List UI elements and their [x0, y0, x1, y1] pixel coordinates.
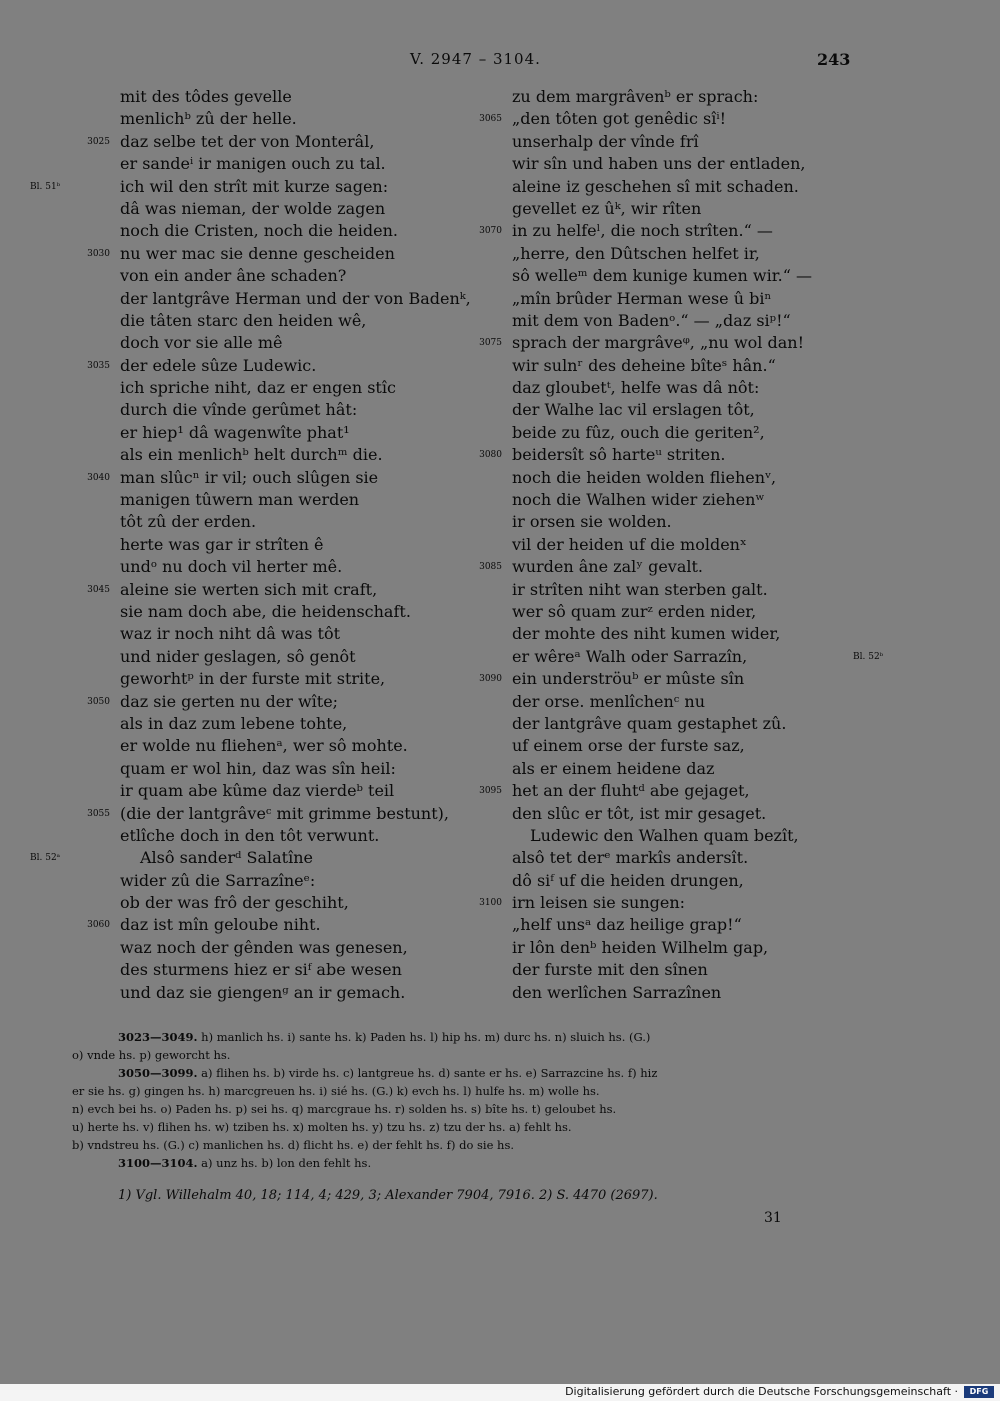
- verse-text: nu wer mac sie denne gescheiden: [120, 243, 395, 263]
- apparatus-line: [72, 1064, 852, 1082]
- verse-text: dâ was nieman, der wolde zagen: [120, 198, 386, 218]
- verse-number: 3070: [479, 226, 502, 237]
- verse-line: [0, 646, 470, 668]
- apparatus-text: er sie hs. g) gingen hs. h) marcgreuen hs. i) sié hs. (G.) k) evch hs. l) hulfe hs. m) wolle hs.: [72, 1084, 600, 1098]
- verse-line: [0, 310, 470, 332]
- verse-line: [470, 825, 1000, 847]
- verse-line: [0, 870, 470, 892]
- verse-number: 3085: [479, 562, 502, 573]
- verse-text: „mîn brûder Herman wese û biⁿ: [512, 288, 772, 308]
- verse-line: [0, 579, 470, 601]
- verse-number: 3060: [87, 920, 110, 931]
- verse-line: [470, 131, 1000, 153]
- critical-apparatus: [72, 1028, 852, 1172]
- signature-mark: 31: [764, 1210, 782, 1226]
- verse-text: Ludewic den Walhen quam bezît,: [530, 825, 799, 845]
- verse-line: [0, 668, 470, 690]
- verse-text: er sandeⁱ ir manigen ouch zu tal.: [120, 154, 386, 174]
- verse-line: [470, 959, 1000, 981]
- verse-line: [0, 355, 470, 377]
- verse-number: 3080: [479, 450, 502, 461]
- verse-line: [0, 377, 470, 399]
- verse-line: [470, 914, 1000, 936]
- verse-line: [470, 803, 1000, 825]
- verse-number: 3055: [87, 808, 110, 819]
- verse-line: [470, 467, 1000, 489]
- verse-text: manigen tûwern man werden: [120, 490, 360, 510]
- verse-text: ich wil den strît mit kurze sagen:: [120, 176, 389, 196]
- verse-line: [470, 198, 1000, 220]
- verse-text: gevellet ez ûᵏ, wir rîten: [512, 198, 702, 218]
- verse-number: 3040: [87, 472, 110, 483]
- verse-line: [0, 556, 470, 578]
- verse-text: er wêreᵃ Walh oder Sarrazîn,: [512, 646, 748, 666]
- verse-text: „den tôten got genêdic sîⁱ!: [512, 109, 726, 129]
- apparatus-text: h) manlich hs. i) sante hs. k) Paden hs. l) hip hs. m) durc hs. n) sluich hs. (G.): [197, 1030, 651, 1044]
- verse-line: [0, 86, 470, 108]
- apparatus-line: [72, 1082, 852, 1100]
- verse-line: [0, 489, 470, 511]
- verse-line: [0, 780, 470, 802]
- verse-text: ir strîten niht wan sterben galt.: [512, 579, 768, 599]
- verse-text: als ein menlichᵇ helt durchᵐ die.: [120, 445, 383, 465]
- verse-line: [470, 713, 1000, 735]
- verse-line: [0, 691, 470, 713]
- apparatus-text: n) evch bei hs. o) Paden hs. p) sei hs. q) marcgraue hs. r) solden hs. s) bîte hs. t) geloubet hs.: [72, 1102, 617, 1116]
- page-number: 243: [817, 50, 851, 69]
- verse-line: [0, 623, 470, 645]
- verse-line: [470, 176, 1000, 198]
- verse-text: durch die vînde gerûmet hât:: [120, 400, 358, 420]
- verse-line: [0, 153, 470, 175]
- verse-text: der lantgrâve quam gestaphet zû.: [512, 713, 787, 733]
- apparatus-text: a) unz hs. b) lon den fehlt hs.: [197, 1156, 372, 1170]
- verse-text: ir quam abe kûme daz vierdeᵇ teil: [120, 781, 395, 801]
- verse-number: 3045: [87, 584, 110, 595]
- verse-text: noch die Cristen, noch die heiden.: [120, 221, 398, 241]
- verse-text: noch die Walhen wider ziehenʷ: [512, 490, 765, 510]
- verse-text: etlîche doch in den tôt verwunt.: [120, 825, 380, 845]
- verse-line: [0, 847, 470, 869]
- verse-line: [0, 713, 470, 735]
- verse-text: tôt zû der erden.: [120, 512, 257, 532]
- verse-line: [0, 601, 470, 623]
- verse-text: ir orsen sie wolden.: [512, 512, 672, 532]
- verse-range: V. 2947 – 3104.: [410, 50, 541, 68]
- verse-line: [0, 131, 470, 153]
- verse-text: in zu helfeˡ, die noch strîten.“ —: [512, 221, 773, 241]
- verse-text: von ein ander âne schaden?: [120, 266, 347, 286]
- verse-line: [470, 646, 1000, 668]
- verse-line: [0, 198, 470, 220]
- verse-text: beidersît sô harteᵘ striten.: [512, 445, 726, 465]
- verse-line: [0, 176, 470, 198]
- verse-line: [470, 668, 1000, 690]
- verse-line: [470, 691, 1000, 713]
- verse-line: [470, 780, 1000, 802]
- verse-number: 3100: [479, 898, 502, 909]
- verse-number: 3030: [87, 248, 110, 259]
- verse-line: [0, 332, 470, 354]
- footnote: 1) Vgl. Willehalm 40, 18; 114, 4; 429, 3; Alexander 7904, 7916. 2) S. 4470 (2697).: [118, 1188, 658, 1203]
- verse-line: [0, 892, 470, 914]
- verse-text: daz ist mîn geloube niht.: [120, 915, 321, 935]
- verse-line: [470, 265, 1000, 287]
- verse-text: waz noch der gênden was genesen,: [120, 937, 408, 957]
- verse-text: ir lôn denᵇ heiden Wilhelm gap,: [512, 937, 769, 957]
- verse-line: [470, 444, 1000, 466]
- verse-line: [470, 310, 1000, 332]
- leaf-marker: Bl. 51ᵇ: [30, 181, 61, 192]
- verse-text: „herre, den Dûtschen helfet ir,: [512, 243, 760, 263]
- verse-text: undᵒ nu doch vil herter mê.: [120, 557, 343, 577]
- apparatus-line: [72, 1118, 852, 1136]
- verse-text: den slûc er tôt, ist mir gesaget.: [512, 803, 767, 823]
- verse-line: [470, 377, 1000, 399]
- verse-text: wir sîn und haben uns der entladen,: [512, 154, 806, 174]
- apparatus-line: [72, 1100, 852, 1118]
- verse-line: [0, 243, 470, 265]
- verse-line: [0, 467, 470, 489]
- apparatus-line: [72, 1154, 852, 1172]
- verse-text: noch die heiden wolden fliehenᵛ,: [512, 467, 777, 487]
- verse-line: [0, 959, 470, 981]
- verse-text: het an der fluhtᵈ abe gejaget,: [512, 781, 750, 801]
- verse-text: menlichᵇ zû der helle.: [120, 109, 297, 129]
- verse-text: man slûcⁿ ir vil; ouch slûgen sie: [120, 467, 379, 487]
- apparatus-text: b) vndstreu hs. (G.) c) manlichen hs. d) flicht hs. e) der fehlt hs. f) do sie hs.: [72, 1138, 515, 1152]
- verse-text: uf einem orse der furste saz,: [512, 736, 745, 756]
- verse-line: [470, 288, 1000, 310]
- verse-text: zu dem margrâvenᵇ er sprach:: [512, 87, 759, 106]
- verse-text: ich spriche niht, daz er engen stîc: [120, 378, 396, 398]
- verse-text: die tâten starc den heiden wê,: [120, 310, 367, 330]
- verse-number: 3050: [87, 696, 110, 707]
- verse-text: daz sie gerten nu der wîte;: [120, 691, 339, 711]
- verse-line: [0, 444, 470, 466]
- verse-line: [0, 937, 470, 959]
- verse-text: ein underströuᵇ er mûste sîn: [512, 669, 745, 689]
- verse-line: [470, 870, 1000, 892]
- verse-text: sô welleᵐ dem kunige kumen wir.“ —: [512, 266, 812, 286]
- verse-text: wider zû die Sarrazîneᵉ:: [120, 870, 316, 890]
- verse-text: der edele sûze Ludewic.: [120, 355, 317, 375]
- verse-line: [470, 937, 1000, 959]
- verse-text: als er einem heidene daz: [512, 758, 715, 778]
- verse-text: und daz sie giengenᵍ an ir gemach.: [120, 982, 406, 1002]
- verse-line: [0, 825, 470, 847]
- verse-text: aleine sie werten sich mit craft,: [120, 579, 378, 599]
- apparatus-text: u) herte hs. v) flihen hs. w) tziben hs. x) molten hs. y) tzu hs. z) tzu der hs. a) fehlt hs.: [72, 1120, 572, 1134]
- verse-text: vil der heiden uf die moldenˣ: [512, 534, 747, 554]
- verse-line: [0, 220, 470, 242]
- verse-line: [470, 489, 1000, 511]
- verse-line: [0, 399, 470, 421]
- leaf-marker: Bl. 52ᵃ: [30, 853, 61, 864]
- verse-text: wir sulnʳ des deheine bîteˢ hân.“: [512, 355, 776, 375]
- verse-number: 3095: [479, 786, 502, 797]
- apparatus-line: [72, 1136, 852, 1154]
- verse-line: [0, 108, 470, 130]
- verse-text: aleine iz geschehen sî mit schaden.: [512, 176, 799, 196]
- verse-text: „helf unsᵃ daz heilige grap!“: [512, 915, 742, 935]
- verse-line: [0, 803, 470, 825]
- verse-text: doch vor sie alle mê: [120, 333, 283, 353]
- verse-text: geworhtᵖ in der furste mit strite,: [120, 669, 386, 689]
- verse-text: waz ir noch niht dâ was tôt: [120, 624, 341, 644]
- verse-line: [0, 534, 470, 556]
- verse-line: [470, 332, 1000, 354]
- apparatus-text: o) vnde hs. p) geworcht hs.: [72, 1048, 231, 1062]
- verse-text: irn leisen sie sungen:: [512, 893, 686, 913]
- verse-text: er hiep¹ dâ wagenwîte phat¹: [120, 422, 350, 442]
- verse-text: ob der was frô der geschiht,: [120, 893, 349, 913]
- verse-text: der Walhe lac vil erslagen tôt,: [512, 400, 755, 420]
- verse-text: unserhalp der vînde frî: [512, 131, 699, 151]
- verse-line: [0, 288, 470, 310]
- footer-bar: [0, 1384, 1000, 1401]
- verse-line: [470, 108, 1000, 130]
- verse-line: [470, 735, 1000, 757]
- verse-text: der furste mit den sînen: [512, 960, 708, 980]
- verse-text: wer sô quam zurᶻ erden nider,: [512, 601, 757, 621]
- apparatus-range: 3050—3099.: [118, 1066, 198, 1080]
- verse-text: und nider geslagen, sô genôt: [120, 646, 356, 666]
- verse-line: [470, 243, 1000, 265]
- verse-text: daz selbe tet der von Monterâl,: [120, 131, 375, 151]
- verse-number: 3025: [87, 136, 110, 147]
- page-header: [0, 50, 1000, 72]
- verse-line: [470, 601, 1000, 623]
- verse-text: (die der lantgrâveᶜ mit grimme bestunt),: [120, 803, 449, 823]
- verse-number: 3035: [87, 360, 110, 371]
- verse-text: herte was gar ir strîten ê: [120, 534, 324, 554]
- verse-line: [470, 758, 1000, 780]
- verse-line: [470, 399, 1000, 421]
- verse-text: dô siᶠ uf die heiden drungen,: [512, 870, 744, 890]
- verse-text: der orse. menlîchenᶜ nu: [512, 691, 706, 711]
- verse-text: er wolde nu fliehenᵃ, wer sô mohte.: [120, 736, 408, 756]
- dfg-logo: DFG: [964, 1386, 994, 1398]
- verse-text: mit des tôdes gevelle: [120, 87, 292, 106]
- verse-line: [0, 914, 470, 936]
- verse-line: [470, 556, 1000, 578]
- verse-line: [470, 511, 1000, 533]
- verse-line: [0, 511, 470, 533]
- apparatus-line: [72, 1046, 852, 1064]
- footer-credit: Digitalisierung gefördert durch die Deutsche Forschungsgemeinschaft ·: [565, 1385, 958, 1398]
- left-text-column: [0, 86, 470, 1004]
- verse-line: [470, 534, 1000, 556]
- verse-line: [470, 847, 1000, 869]
- verse-line: [0, 982, 470, 1004]
- verse-text: daz gloubetᵗ, helfe was dâ nôt:: [512, 378, 760, 398]
- verse-line: [470, 355, 1000, 377]
- verse-line: [470, 982, 1000, 1004]
- verse-line: [470, 623, 1000, 645]
- verse-number: 3065: [479, 114, 502, 125]
- apparatus-line: [72, 1028, 852, 1046]
- verse-text: als in daz zum lebene tohte,: [120, 713, 348, 733]
- verse-text: der mohte des niht kumen wider,: [512, 624, 781, 644]
- leaf-marker: Bl. 52ᵇ: [853, 651, 884, 662]
- apparatus-text: a) flihen hs. b) virde hs. c) lantgreue hs. d) sante er hs. e) Sarrazcine hs. f) hiz: [197, 1066, 658, 1080]
- verse-text: Alsô sanderᵈ Salatîne: [140, 848, 313, 868]
- apparatus-range: 3100—3104.: [118, 1156, 198, 1170]
- verse-text: sie nam doch abe, die heidenschaft.: [120, 601, 411, 621]
- verse-text: quam er wol hin, daz was sîn heil:: [120, 758, 396, 778]
- verse-line: [470, 153, 1000, 175]
- verse-number: 3090: [479, 674, 502, 685]
- verse-line: [470, 892, 1000, 914]
- verse-text: mit dem von Badenᵒ.“ — „daz siᵖ!“: [512, 310, 791, 330]
- verse-line: [0, 758, 470, 780]
- verse-text: wurden âne zalʸ gevalt.: [512, 557, 704, 577]
- apparatus-range: 3023—3049.: [118, 1030, 198, 1044]
- verse-line: [0, 265, 470, 287]
- verse-text: des sturmens hiez er siᶠ abe wesen: [120, 960, 402, 980]
- verse-text: der lantgrâve Herman und der von Badenᵏ,: [120, 288, 471, 308]
- verse-line: [470, 86, 1000, 108]
- verse-text: beide zu fûz, ouch die geriten²,: [512, 422, 765, 442]
- verse-text: sprach der margrâveᵠ, „nu wol dan!: [512, 333, 804, 353]
- verse-line: [0, 735, 470, 757]
- verse-line: [470, 422, 1000, 444]
- verse-text: alsô tet derᵉ markîs andersît.: [512, 848, 749, 868]
- verse-line: [470, 579, 1000, 601]
- right-text-column: [470, 86, 1000, 1004]
- verse-text: den werlîchen Sarrazînen: [512, 982, 722, 1002]
- verse-line: [0, 422, 470, 444]
- verse-line: [470, 220, 1000, 242]
- verse-number: 3075: [479, 338, 502, 349]
